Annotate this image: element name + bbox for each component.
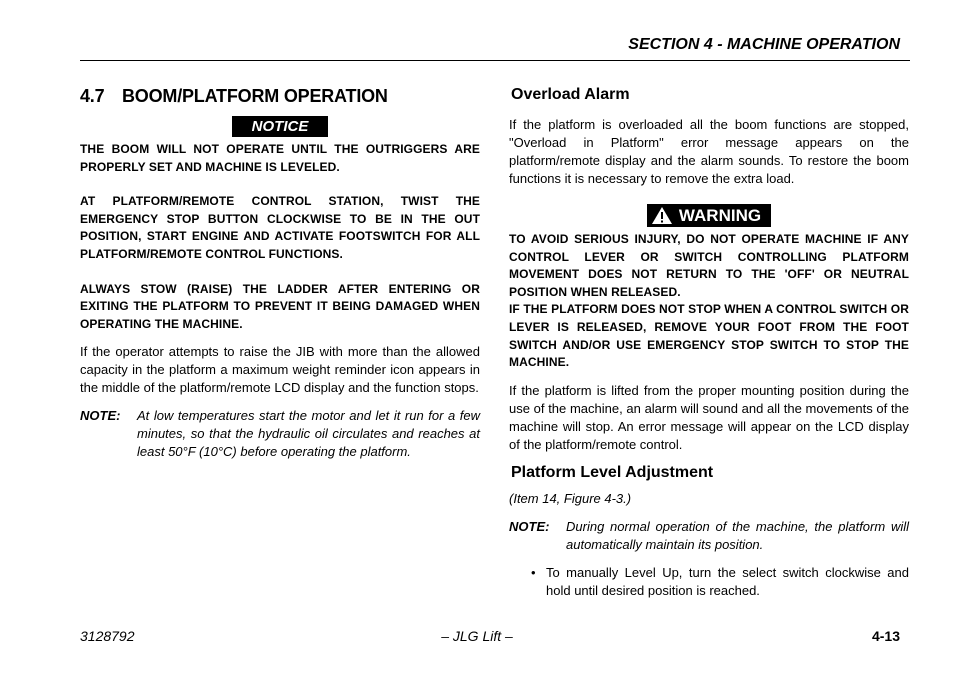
overload-alarm-heading: Overload Alarm (511, 86, 630, 103)
bullet-icon: • (531, 564, 536, 580)
bullet-text: To manually Level Up, turn the select switch clockwise and hold until desired position is reached. (546, 564, 909, 598)
notice-paragraph: ALWAYS STOW (RAISE) THE LADDER AFTER ENTERING OR EXITING THE PLATFORM TO PREVENT IT BEING DAMAGED WHEN OPERATING THE MACHINE. (80, 281, 480, 331)
note-label: NOTE: (80, 408, 121, 424)
notice-badge-wrap (80, 116, 480, 138)
warning-paragraph: TO AVOID SERIOUS INJURY, DO NOT OPERATE MACHINE IF ANY CONTROL LEVER OR SWITCH CONTROLLING PLATFORM MOVEMENT DOES NOT RETURN TO THE 'OFF' OR NEUTRAL POSITION WHEN RELEASED. (509, 232, 909, 299)
warning-badge-wrap (509, 204, 909, 228)
section-heading-text: BOOM/PLATFORM OPERATION (122, 86, 388, 106)
notice-paragraph: AT PLATFORM/REMOTE CONTROL STATION, TWIST THE EMERGENCY STOP BUTTON CLOCKWISE TO BE IN THE OUT POSITION, START ENGINE AND ACTIVATE FOOTSWITCH FOR ALL PLATFORM/REMOTE CONTROL FUNCTIONS. (80, 194, 480, 261)
list-item (509, 564, 909, 600)
left-column (80, 86, 480, 461)
right-column (509, 86, 909, 600)
page-number: 4-13 (871, 628, 900, 644)
notice-paragraph: THE BOOM WILL NOT OPERATE UNTIL THE OUTRIGGERS ARE PROPERLY SET AND MACHINE IS LEVELED. (80, 142, 480, 174)
notice-block (80, 141, 480, 333)
warning-badge (647, 204, 771, 227)
note-label: NOTE: (509, 518, 550, 534)
warning-block (509, 231, 909, 372)
section-header-title: SECTION 4 - MACHINE OPERATION (628, 36, 900, 53)
document-number: 3128792 (80, 628, 135, 644)
overload-alarm-paragraph: If the platform is overloaded all the boom functions are stopped, "Overload in Platform" error message appears on the platform/remote display and the alarm sounds. To restore the boom functions it is necessary to remove the extra load. (509, 117, 909, 186)
note-text: During normal operation of the machine, the platform will automatically maintain its position. (566, 518, 909, 552)
note-text: At low temperatures start the motor and let it run for a few minutes, so that the hydraulic oil circulates and reaches at least 50°F (10°C) before operating the platform. (137, 408, 480, 460)
level-note-block (509, 518, 909, 554)
note-block (80, 407, 480, 461)
section-number: 4.7 (80, 86, 105, 106)
footer-center-text: – JLG Lift – (441, 628, 513, 644)
notice-badge: NOTICE (232, 116, 329, 137)
header-divider (80, 60, 910, 61)
figure-reference: (Item 14, Figure 4-3.) (509, 490, 632, 506)
lift-alarm-paragraph: If the platform is lifted from the proper mounting position during the use of the machine, an alarm will sound and all the movements of the machine will stop. An error message will appear on the LCD display of the platform/remote control. (509, 382, 909, 452)
section-heading (80, 86, 480, 108)
warning-paragraph: IF THE PLATFORM DOES NOT STOP WHEN A CONTROL SWITCH OR LEVER IS RELEASED, REMOVE YOUR FOOT FROM THE FOOT SWITCH AND/OR USE EMERGENCY STOP SWITCH TO STOP THE MACHINE. (509, 302, 909, 370)
weight-reminder-paragraph: If the operator attempts to raise the JIB with more than the allowed capacity in the platform a maximum weight reminder icon appears in the middle of the platform/remote LCD display and the function stops. (80, 344, 480, 396)
warning-label: WARNING (678, 206, 762, 225)
warning-triangle-icon (651, 206, 673, 225)
platform-level-heading: Platform Level Adjustment (511, 463, 714, 481)
